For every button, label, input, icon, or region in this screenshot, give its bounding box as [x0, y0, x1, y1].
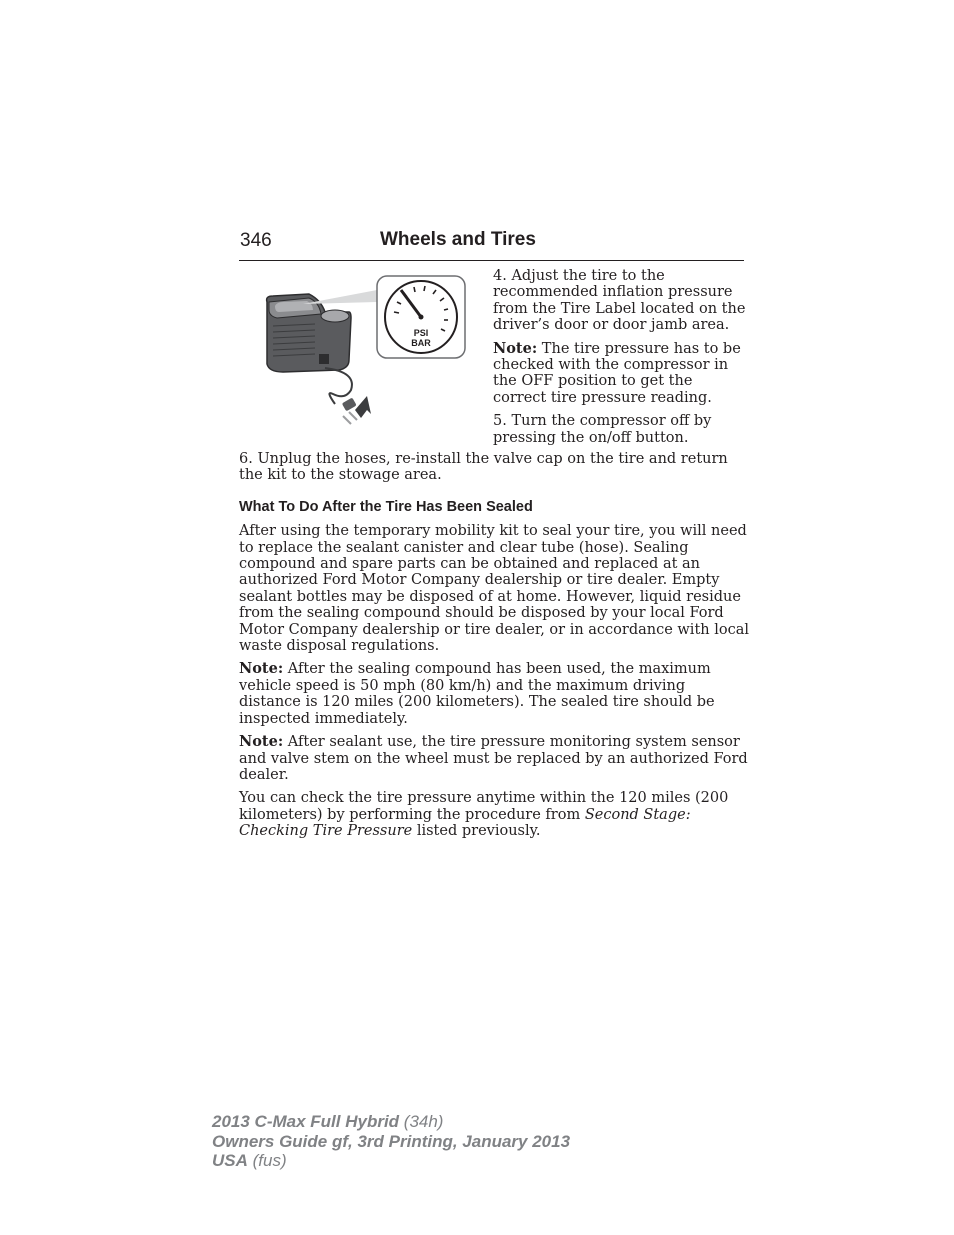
footer-line-1: 2013 C-Max Full Hybrid (34h) — [212, 1112, 444, 1131]
step-5: 5. Turn the compressor off by pressing the on/off button. — [493, 413, 712, 446]
footer-line-3: USA (fus) — [212, 1151, 287, 1170]
page-header — [239, 229, 744, 261]
note-label: Note: — [493, 339, 538, 357]
step-6: 6. Unplug the hoses, re-install the valve cap on the tire and return the kit to the stowage area. — [239, 451, 728, 484]
compressor-figure — [239, 272, 471, 432]
footer-line-2: Owners Guide gf, 3rd Printing, January 2013 — [212, 1131, 571, 1151]
note-label: Note: — [239, 733, 284, 751]
step-4: 4. Adjust the tire to the recommended inflation pressure from the Tire Label located on the driver’s door or door jamb area. — [493, 268, 746, 334]
cross-reference: Second Stage: Checking Tire Pressure — [239, 806, 691, 840]
step-4-note — [493, 341, 748, 407]
note-tpms-sensor — [239, 734, 749, 783]
note-speed-limit — [239, 661, 749, 727]
gauge-label-psi: PSI — [413, 328, 429, 338]
section-title: Wheels and Tires — [380, 229, 536, 250]
note-text: After the sealing compound has been used, the maximum vehicle speed is 50 mph (80 km/h) and the maximum driving distance is 120 miles (200 kilometers). The sealed tire should be inspected immediately. — [239, 661, 715, 727]
right-column — [493, 268, 748, 453]
note-text: The tire pressure has to be checked with the compressor in the OFF position to get the correct tire pressure reading. — [493, 340, 741, 406]
paragraph-sealant-replacement: After using the temporary mobility kit to seal your tire, you will need to replace the sealant canister and clear tube (hose). Sealing compound and spare parts can be obtained and replaced at an authorized Ford Motor Company dealership or tire dealer. Empty sealant bottles may be disposed of at home. However, liquid residue from the sealing compound should be disposed by your local Ford Motor Company dealership or tire dealer, or in accordance with local waste disposal regulations. — [239, 523, 749, 655]
paragraph-check-pressure: You can check the tire pressure anytime within the 120 miles (200 kilometers) by performing the procedure from Second Stage: Checking Tire Pressure listed previously. — [239, 790, 729, 840]
note-text: After sealant use, the tire pressure monitoring system sensor and valve stem on the wheel must be replaced by an authorized Ford dealer. — [239, 734, 748, 783]
gauge-label-bar: BAR — [411, 338, 431, 348]
page-number: 346 — [240, 230, 272, 251]
subheading: What To Do After the Tire Has Been Sealed — [239, 498, 533, 515]
main-body — [239, 451, 749, 847]
page-footer — [212, 1112, 570, 1171]
compressor-illustration — [239, 272, 471, 432]
note-label: Note: — [239, 660, 284, 678]
